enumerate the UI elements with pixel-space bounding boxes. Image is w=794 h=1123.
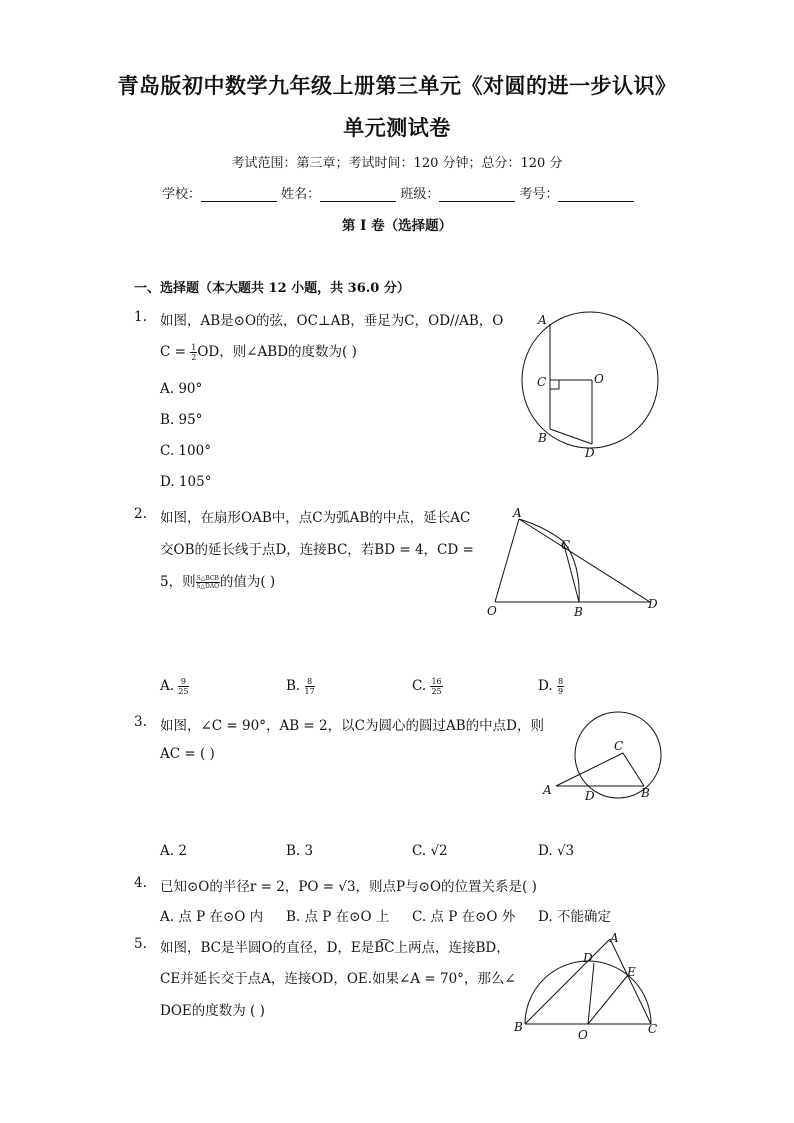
label-d: D bbox=[585, 789, 595, 803]
page-subtitle: 单元测试卷 bbox=[343, 115, 451, 140]
student-info-fields bbox=[162, 183, 634, 202]
name-field[interactable] bbox=[320, 187, 396, 202]
page-title: 青岛版初中数学九年级上册第三单元《对圆的进一步认识》 bbox=[117, 73, 677, 98]
option-c[interactable]: C. 点 P 在⊙O 外 bbox=[412, 909, 516, 925]
q2-sector-figure bbox=[485, 505, 665, 620]
question-number: 2. bbox=[134, 506, 147, 522]
option-b[interactable]: B. 点 P 在⊙O 上 bbox=[286, 909, 390, 925]
question-number: 1. bbox=[134, 309, 147, 325]
question-number: 4. bbox=[134, 875, 147, 891]
label-c: C bbox=[537, 375, 547, 389]
fraction: $\frac{8}{9}$ bbox=[557, 677, 564, 696]
class-label: 班级： bbox=[400, 187, 440, 202]
label-a: A bbox=[610, 931, 619, 945]
label-e: E bbox=[627, 965, 636, 979]
section-heading: 一、选择题（本大题共 12 小题，共 36.0 分） bbox=[134, 281, 410, 296]
label-b: B bbox=[538, 431, 547, 445]
question-text: 5，则 $\frac{\text{S△BCB}}{\text{S△DAO}}$ 的值为( ) bbox=[160, 574, 276, 590]
school-field[interactable] bbox=[201, 187, 277, 202]
question-text: 如图，∠C = 90°，AB = 2，以C为圆心的圆过AB的中点D，则 bbox=[160, 718, 544, 734]
option-d[interactable]: D. $\frac{8}{9}$ bbox=[538, 677, 564, 696]
q3-circle-figure bbox=[540, 710, 665, 805]
option-d[interactable]: D. 105° bbox=[160, 474, 212, 490]
question-text: 已知⊙O的半径r = 2，PO = √3，则点P与⊙O的位置关系是( ) bbox=[160, 879, 537, 895]
option-a[interactable]: A. 90° bbox=[160, 381, 203, 397]
label-b: B bbox=[574, 605, 583, 619]
name-label: 姓名： bbox=[281, 187, 321, 202]
fraction: $\frac{8}{17}$ bbox=[304, 677, 315, 696]
option-c[interactable]: C. √2 bbox=[412, 843, 448, 859]
label-c: C bbox=[614, 739, 624, 753]
label-o: O bbox=[578, 1028, 588, 1042]
question-text: CE并延长交于点A，连接OD，OE.如果∠A = 70°，那么∠ bbox=[160, 971, 516, 987]
question-text: 交OB的延长线于点D，连接BC，若BD = 4，CD = bbox=[160, 542, 474, 558]
option-a[interactable]: A. 点 P 在⊙O 内 bbox=[160, 909, 264, 925]
q5-semicircle-figure bbox=[510, 930, 670, 1045]
label-o: O bbox=[594, 372, 604, 386]
fraction: $\frac{1}{2}$ bbox=[191, 343, 197, 362]
class-field[interactable] bbox=[439, 187, 515, 202]
fraction: $\frac{16}{25}$ bbox=[431, 677, 442, 696]
question-text: DOE的度数为 ( ) bbox=[160, 1003, 265, 1019]
option-c[interactable]: C. 100° bbox=[160, 443, 211, 459]
option-d[interactable]: D. 不能确定 bbox=[538, 909, 611, 925]
label-d: D bbox=[583, 951, 593, 965]
volume-title: 第 I 卷（选择题） bbox=[341, 218, 453, 234]
exam-number-field[interactable] bbox=[558, 187, 634, 202]
exam-info: 考试范围：第三章；考试时间：120 分钟；总分：120 分 bbox=[231, 156, 563, 171]
label-a: A bbox=[543, 783, 552, 797]
option-b[interactable]: B. $\frac{8}{17}$ bbox=[286, 677, 315, 696]
question-number: 5. bbox=[134, 936, 147, 952]
label-o: O bbox=[487, 604, 497, 618]
question-text: 如图，在扇形OAB中，点C为弧AB的中点，延长AC bbox=[160, 510, 471, 526]
label-d: D bbox=[648, 597, 658, 611]
label-b: B bbox=[514, 1020, 523, 1034]
exam-number-label: 考号： bbox=[519, 187, 559, 202]
question-number: 3. bbox=[134, 714, 147, 730]
option-d[interactable]: D. √3 bbox=[538, 843, 575, 859]
option-a[interactable]: A. $\frac{9}{25}$ bbox=[160, 677, 189, 696]
label-a: A bbox=[538, 313, 547, 327]
label-d: D bbox=[585, 446, 595, 460]
label-b: B bbox=[641, 786, 650, 800]
option-b[interactable]: B. 3 bbox=[286, 843, 314, 859]
option-b[interactable]: B. 95° bbox=[160, 412, 203, 428]
question-text: C = $\frac{1}{2}$ OD，则∠ABD的度数为( ) bbox=[160, 343, 357, 362]
option-c[interactable]: C. $\frac{16}{25}$ bbox=[412, 677, 442, 696]
option-a[interactable]: A. 2 bbox=[160, 843, 187, 859]
question-text: AC = ( ) bbox=[160, 746, 215, 762]
school-label: 学校： bbox=[162, 187, 202, 202]
label-c: C bbox=[561, 538, 571, 552]
question-text: 如图，AB是⊙O的弦，OC⊥AB，垂足为C，OD//AB，O bbox=[160, 313, 504, 329]
q1-circle-figure bbox=[520, 305, 670, 465]
fraction: $\frac{9}{25}$ bbox=[178, 677, 189, 696]
label-c: C bbox=[648, 1022, 658, 1036]
question-text: 如图，BC是半圆O的直径，D，E是B͡C上两点，连接BD， bbox=[160, 940, 510, 956]
fraction: $\frac{\text{S△BCB}}{\text{S△DAO}}$ bbox=[196, 575, 220, 590]
label-a: A bbox=[513, 506, 522, 520]
